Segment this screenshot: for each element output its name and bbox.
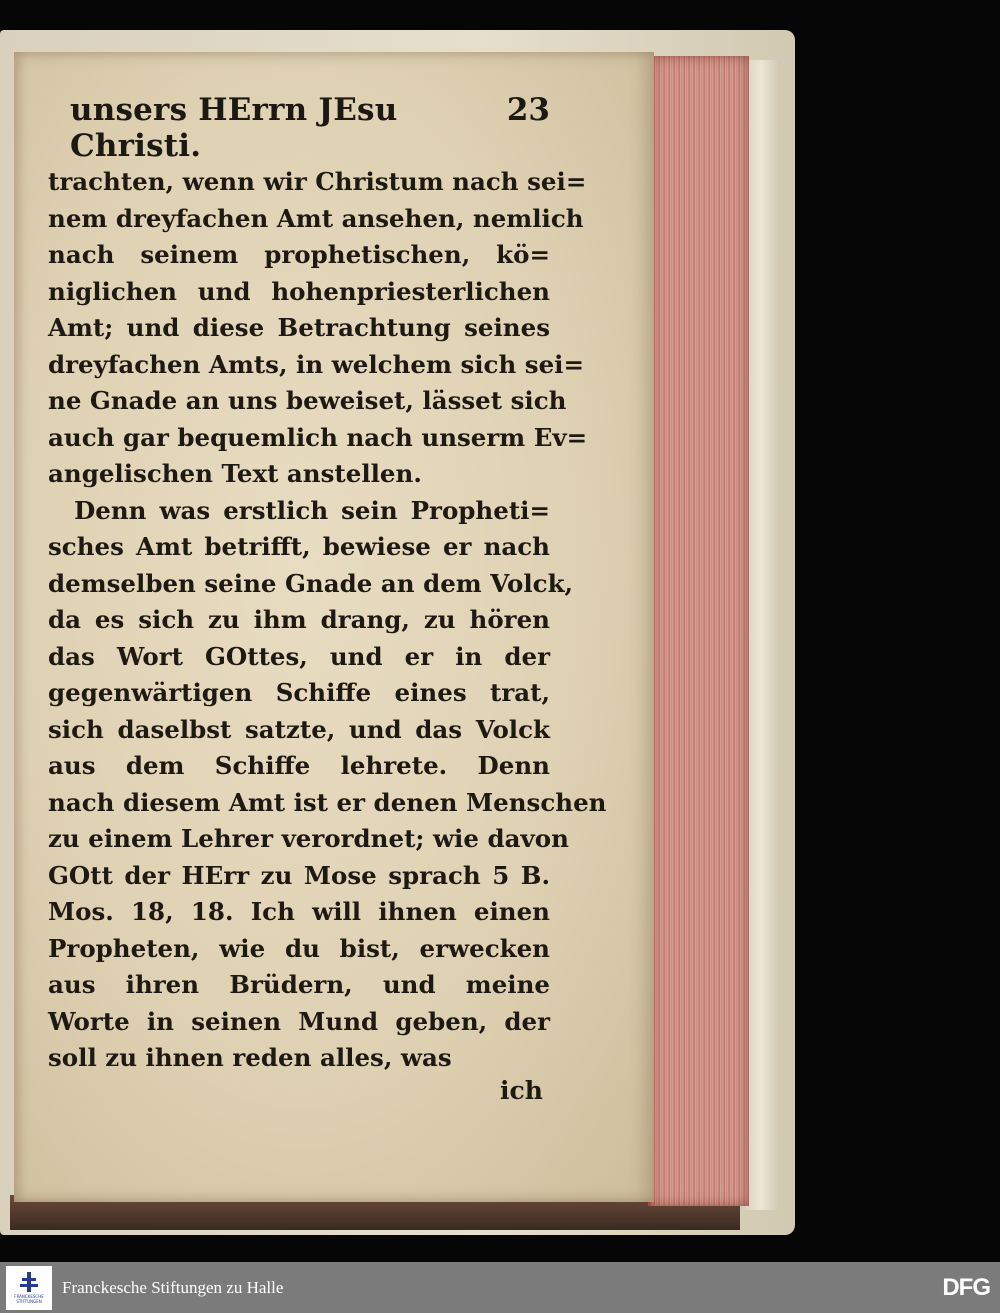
text-line: nach seinem prophetischen, kö= xyxy=(48,240,550,269)
text-line: aus dem Schiffe lehrete. Denn xyxy=(48,751,550,780)
text-line: da es sich zu ihm drang, zu hören xyxy=(48,605,550,634)
text-line: Denn was erstlich sein Propheti= xyxy=(74,495,550,525)
text-line: trachten, wenn wir Christum nach sei= xyxy=(48,167,587,196)
text-line: nach diesem Amt ist er denen Menschen xyxy=(48,787,607,817)
page-body-text xyxy=(48,164,607,1077)
text-line: nem dreyfachen Amt ansehen, nemlich xyxy=(48,203,584,233)
text-line: Amt; und diese Betrachtung seines xyxy=(48,313,550,342)
institution-logo xyxy=(6,1266,52,1310)
page-header xyxy=(70,92,550,164)
running-head: unsers HErrn JEsu Christi. xyxy=(70,92,398,164)
text-line: demselben seine Gnade an dem Volck, xyxy=(48,568,574,598)
text-line: sich daselbst satzte, und das Volck xyxy=(48,714,550,744)
text-line: aus ihren Brüdern, und meine xyxy=(48,970,550,999)
text-line: dreyfachen Amts, in welchem sich sei= xyxy=(48,349,585,379)
institution-logo-text: FRANCKESCHE STIFTUNGEN xyxy=(14,1293,44,1304)
institution-logo-icon xyxy=(20,1272,38,1292)
text-line: Propheten, wie du bist, erwecken xyxy=(48,933,550,963)
text-line: das Wort GOttes, und er in der xyxy=(48,641,550,671)
text-line: GOtt der HErr zu Mose sprach 5 B. xyxy=(48,860,550,890)
book-page-edges xyxy=(648,56,749,1206)
text-line: sches Amt betrifft, bewiese er nach xyxy=(48,532,550,561)
text-line: Mos. 18, 18. Ich will ihnen einen xyxy=(48,897,550,926)
text-line: niglichen und hohenpriesterlichen xyxy=(48,276,550,306)
text-line: Worte in seinen Mund geben, der xyxy=(48,1006,550,1036)
institution-name: Franckesche Stiftungen zu Halle xyxy=(62,1277,284,1297)
text-line: auch gar bequemlich nach unserm Ev= xyxy=(48,422,588,452)
text-line: angelischen Text anstellen. xyxy=(48,459,422,488)
page-number: 23 xyxy=(506,92,550,128)
text-line: zu einem Lehrer verordnet; wie davon xyxy=(48,824,569,853)
catchword: ich xyxy=(500,1076,543,1105)
dfg-logo: DFG xyxy=(942,1273,990,1301)
viewer-footer xyxy=(0,1262,1000,1313)
text-line: ne Gnade an uns beweiset, lässet sich xyxy=(48,386,567,415)
text-line: gegenwärtigen Schiffe eines trat, xyxy=(48,678,550,707)
text-line: soll zu ihnen reden alles, was xyxy=(48,1043,452,1072)
